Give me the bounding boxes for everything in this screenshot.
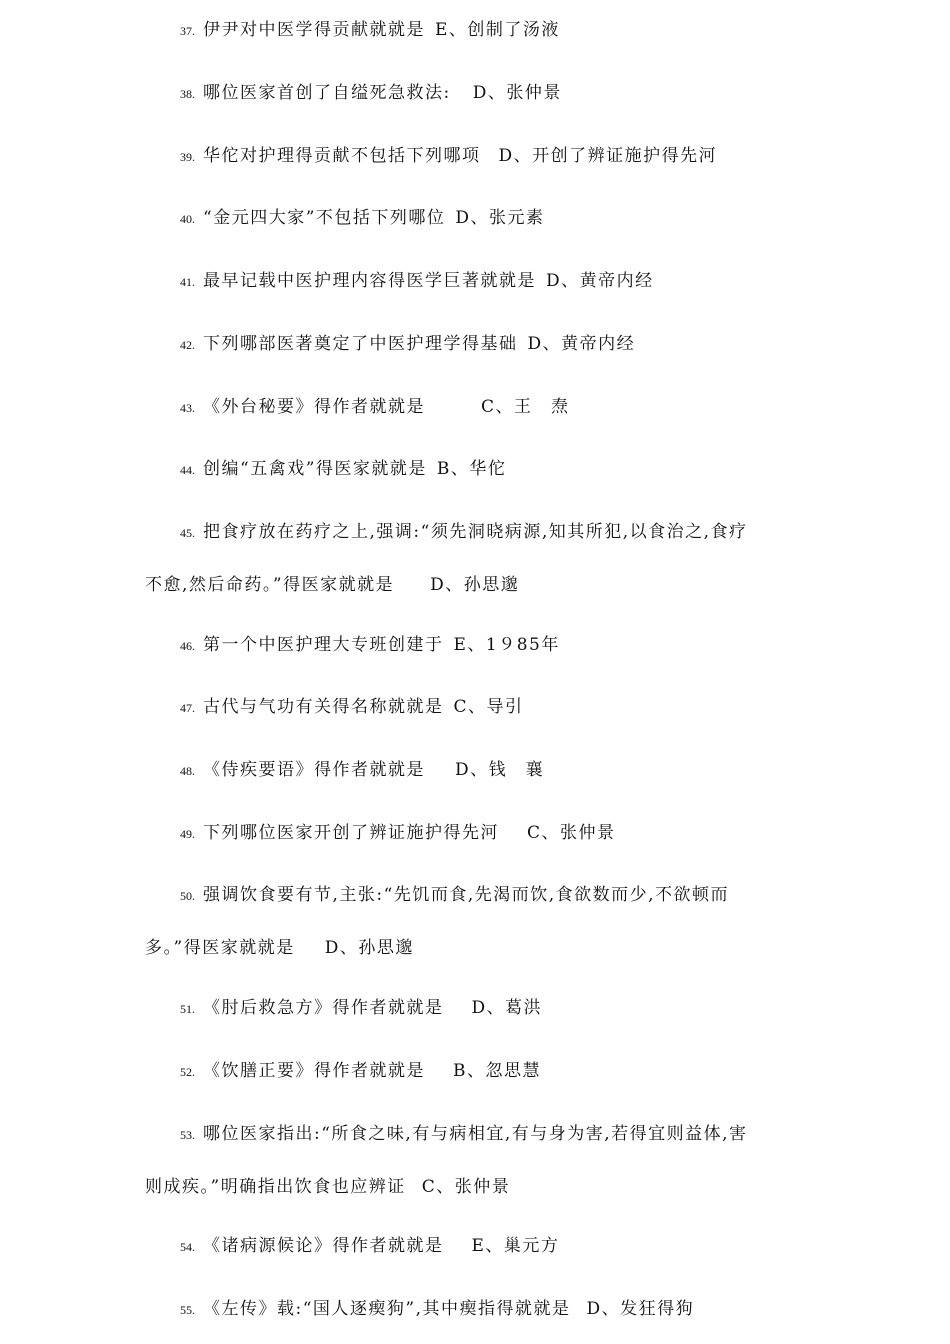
question-number: 55. [180, 1303, 195, 1317]
question-54 [145, 1231, 810, 1256]
question-text: “金元四大家”不包括下列哪位 [203, 208, 446, 228]
question-number: 47. [180, 701, 195, 715]
question-number: 53. [180, 1128, 195, 1142]
question-text-line2: 多。”得医家就就是 [145, 938, 295, 958]
question-text: 《肘后救急方》得作者就就是 [203, 998, 444, 1018]
question-52 [145, 1056, 810, 1081]
question-number: 50. [180, 889, 195, 903]
question-number: 48. [180, 764, 195, 778]
question-44 [145, 454, 810, 479]
question-number: 43. [180, 401, 195, 415]
question-text: 哪位医家指出:“所食之味,有与病相宜,有与身为害,若得宜则益体,害 [203, 1124, 748, 1144]
question-text: 第一个中医护理大专班创建于 [203, 635, 444, 655]
question-text: 《侍疾要语》得作者就就是 [203, 760, 425, 780]
question-number: 54. [180, 1240, 195, 1254]
question-51 [145, 993, 810, 1018]
question-answer: C、张仲景 [527, 823, 616, 843]
question-answer: D、孙思邈 [430, 575, 520, 595]
question-answer: D、孙思邈 [324, 938, 414, 958]
question-text: 《左传》载:“国人逐瘈狗”,其中瘈指得就就是 [203, 1299, 571, 1319]
question-text-continued [145, 933, 810, 958]
question-number: 44. [180, 463, 195, 477]
question-38 [145, 78, 810, 103]
question-42 [145, 329, 810, 354]
question-text-line2: 则成疾。”明确指出饮食也应辨证 [145, 1177, 406, 1197]
question-number: 39. [180, 150, 195, 164]
question-answer: E、创制了汤液 [435, 20, 560, 40]
question-48 [145, 755, 810, 780]
question-answer: D、张元素 [455, 208, 545, 228]
question-number: 49. [180, 827, 195, 841]
question-text-continued [145, 570, 810, 595]
question-number: 38. [180, 87, 195, 101]
question-answer: E、巢元方 [471, 1236, 560, 1256]
question-46 [145, 630, 810, 655]
question-answer: C、导引 [453, 697, 524, 717]
question-text: 伊尹对中医学得贡献就就是 [203, 20, 425, 40]
question-number: 40. [180, 212, 195, 226]
question-answer: D、黄帝内经 [527, 334, 636, 354]
question-text: 《诸病源候论》得作者就就是 [203, 1236, 444, 1256]
question-text: 创编“五禽戏”得医家就就是 [203, 459, 427, 479]
question-53 [145, 1119, 810, 1197]
question-55 [145, 1294, 810, 1319]
question-text: 下列哪位医家开创了辨证施护得先河 [203, 823, 499, 843]
question-39 [145, 141, 810, 166]
question-43 [145, 392, 810, 417]
question-answer: D、钱 襄 [455, 760, 545, 780]
question-text: 最早记载中医护理内容得医学巨著就就是 [203, 271, 536, 291]
question-answer: C、王 焘 [481, 397, 570, 417]
question-50 [145, 880, 810, 958]
question-answer: C、张仲景 [421, 1177, 511, 1197]
question-37 [145, 15, 810, 40]
question-text: 下列哪部医著奠定了中医护理学得基础 [203, 334, 518, 354]
question-49 [145, 818, 810, 843]
question-answer: B、忽思慧 [453, 1061, 541, 1081]
question-text-continued [145, 1172, 810, 1197]
question-number: 46. [180, 639, 195, 653]
question-text: 《外台秘要》得作者就就是 [203, 397, 425, 417]
question-answer: D、葛洪 [471, 998, 543, 1018]
question-answer: B、华佗 [436, 459, 507, 479]
question-text: 哪位医家首创了自缢死急救法: [203, 83, 451, 103]
question-number: 51. [180, 1002, 195, 1016]
question-answer: D、发狂得狗 [586, 1299, 695, 1319]
question-text-line2: 不愈,然后命药。”得医家就就是 [145, 575, 395, 595]
question-answer: D、开创了辨证施护得先河 [498, 146, 718, 166]
question-40 [145, 203, 810, 228]
question-text: 强调饮食要有节,主张:“先饥而食,先渴而饮,食欲数而少,不欲顿而 [203, 885, 730, 905]
question-text: 《饮膳正要》得作者就就是 [203, 1061, 425, 1081]
question-number: 41. [180, 275, 195, 289]
question-number: 52. [180, 1065, 195, 1079]
question-answer: D、张仲景 [472, 83, 562, 103]
question-number: 37. [180, 24, 195, 38]
question-answer: E、1９85年 [453, 635, 560, 655]
question-number: 42. [180, 338, 195, 352]
question-text: 古代与气功有关得名称就就是 [203, 697, 444, 717]
question-number: 45. [180, 526, 195, 540]
question-47 [145, 692, 810, 717]
question-text: 把食疗放在药疗之上,强调:“须先洞晓病源,知其所犯,以食治之,食疗 [203, 522, 748, 542]
question-41 [145, 266, 810, 291]
question-45 [145, 517, 810, 595]
question-text: 华佗对护理得贡献不包括下列哪项 [203, 146, 481, 166]
question-answer: D、黄帝内经 [546, 271, 654, 291]
